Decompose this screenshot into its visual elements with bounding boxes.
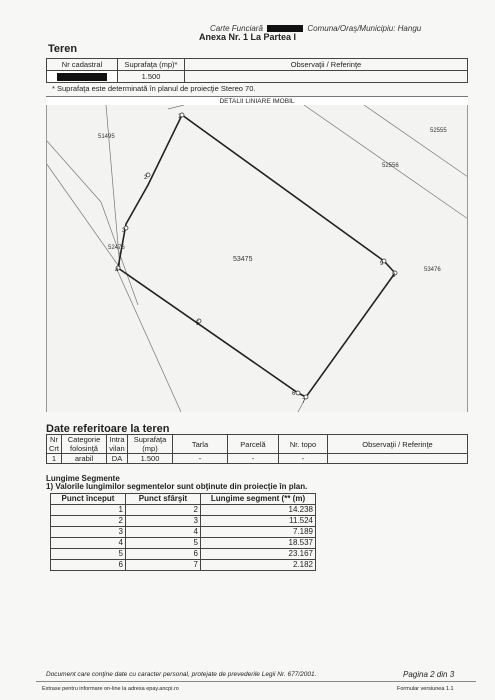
cell-nr-topo: - bbox=[279, 454, 328, 464]
vertex-label-3: 3 bbox=[122, 228, 126, 234]
parcel-label-53475: 53475 bbox=[233, 256, 253, 263]
cell-observatii bbox=[328, 454, 468, 464]
locality-label: Comuna/Oraş/Municipiu: Hangu bbox=[307, 24, 422, 33]
cell-end: 4 bbox=[126, 527, 201, 538]
table-row bbox=[51, 538, 316, 549]
col-observatii: Observaţii / Referinţe bbox=[328, 435, 468, 454]
parcel-label-53476: 53476 bbox=[424, 267, 441, 273]
col-suprafata: Suprafaţa (mp)* bbox=[118, 59, 185, 71]
annex-title: Anexa Nr. 1 La Partea I bbox=[198, 32, 297, 42]
cell-parcela: - bbox=[228, 454, 279, 464]
cell-end: 6 bbox=[126, 549, 201, 560]
extras-link-text: Extrase pentru informare on-line la adresa epay.ancpi.ro bbox=[42, 686, 179, 692]
col-nr-cadastral: Nr cadastral bbox=[47, 59, 118, 71]
vertex-label-9: 9 bbox=[380, 261, 384, 267]
cell-end: 2 bbox=[126, 505, 201, 516]
cell-intravilan: DA bbox=[107, 454, 128, 464]
table-row bbox=[51, 505, 316, 516]
cell-start: 5 bbox=[51, 549, 126, 560]
parcel-label-52476: 52476 bbox=[108, 245, 125, 251]
table-row bbox=[51, 527, 316, 538]
form-version: Formular versiunea 1.1 bbox=[397, 686, 454, 692]
cell-length: 23.167 bbox=[201, 549, 316, 560]
lungime-table bbox=[50, 493, 316, 571]
cell-end: 3 bbox=[126, 516, 201, 527]
page-number: Pagina 2 din 3 bbox=[403, 670, 455, 679]
teren-table bbox=[46, 58, 468, 83]
lungime-title: Lungime Segmente bbox=[46, 474, 120, 483]
teren-observations bbox=[185, 71, 468, 83]
map-section-label: DETALII LINIARE IMOBIL bbox=[46, 96, 468, 107]
cell-length: 7.189 bbox=[201, 527, 316, 538]
parcel-label-52555: 52555 bbox=[430, 128, 447, 134]
map-frame bbox=[46, 105, 468, 412]
table-row bbox=[51, 516, 316, 527]
col-intravilan: Intra vilan bbox=[107, 435, 128, 454]
table-row bbox=[51, 560, 316, 571]
cell-nr-crt: 1 bbox=[47, 454, 62, 464]
cell-end: 7 bbox=[126, 560, 201, 571]
col-nr-crt: Nr Crt bbox=[47, 435, 62, 454]
date-teren-table bbox=[46, 434, 468, 464]
cell-length: 11.524 bbox=[201, 516, 316, 527]
col-nr-topo: Nr. topo bbox=[279, 435, 328, 454]
redacted-block bbox=[57, 73, 107, 81]
parcel-label-51495: 51495 bbox=[98, 134, 115, 140]
cell-length: 2.182 bbox=[201, 560, 316, 571]
teren-title: Teren bbox=[48, 43, 78, 55]
vertex-label-2: 2 bbox=[144, 175, 148, 181]
cell-end: 5 bbox=[126, 538, 201, 549]
col-lungime: Lungime segment (** (m) bbox=[201, 494, 316, 505]
cell-suprafata: 1.500 bbox=[128, 454, 173, 464]
vertex-label-1: 1 bbox=[178, 114, 182, 120]
registry-label: Carte Funciară bbox=[210, 24, 263, 33]
col-parcela: Parcelă bbox=[228, 435, 279, 454]
teren-area: 1.500 bbox=[118, 71, 185, 83]
cadastral-number-redacted bbox=[47, 71, 118, 83]
lungime-subtitle: 1) Valorile lungimilor segmentelor sunt obţinute din proiecţie în plan. bbox=[46, 482, 308, 491]
cell-start: 6 bbox=[51, 560, 126, 571]
vertex-label-4: 4 bbox=[115, 268, 119, 274]
privacy-note: Document care conţine date cu caracter personal, protejate de prevederile Legii Nr. 677/2001. bbox=[46, 671, 317, 678]
cell-start: 2 bbox=[51, 516, 126, 527]
cell-start: 1 bbox=[51, 505, 126, 516]
col-tarla: Tarla bbox=[173, 435, 228, 454]
footer-divider bbox=[36, 681, 476, 682]
cell-categorie: arabil bbox=[62, 454, 107, 464]
vertex-label-8: 8 bbox=[392, 273, 396, 279]
table-row bbox=[47, 454, 468, 464]
vertex-label-5: 5 bbox=[196, 321, 200, 327]
col-punct-inceput: Punct început bbox=[51, 494, 126, 505]
cell-start: 4 bbox=[51, 538, 126, 549]
vertex-label-7: 7 bbox=[302, 399, 306, 405]
cell-length: 18.537 bbox=[201, 538, 316, 549]
col-categorie: Categorie folosinţă bbox=[62, 435, 107, 454]
col-punct-sfarsit: Punct sfârşit bbox=[126, 494, 201, 505]
cell-tarla: - bbox=[173, 454, 228, 464]
col-observatii: Observaţii / Referinţe bbox=[185, 59, 468, 71]
cell-start: 3 bbox=[51, 527, 126, 538]
cell-length: 14.238 bbox=[201, 505, 316, 516]
parcel-label-52556: 52556 bbox=[382, 163, 399, 169]
col-suprafata: Suprafaţa (mp) bbox=[128, 435, 173, 454]
date-teren-title: Date referitoare la teren bbox=[46, 423, 170, 435]
projection-footnote: * Suprafaţa este determinată în planul de proiecţie Stereo 70. bbox=[52, 84, 256, 93]
vertex-label-6: 6 bbox=[292, 391, 296, 397]
table-row bbox=[51, 549, 316, 560]
